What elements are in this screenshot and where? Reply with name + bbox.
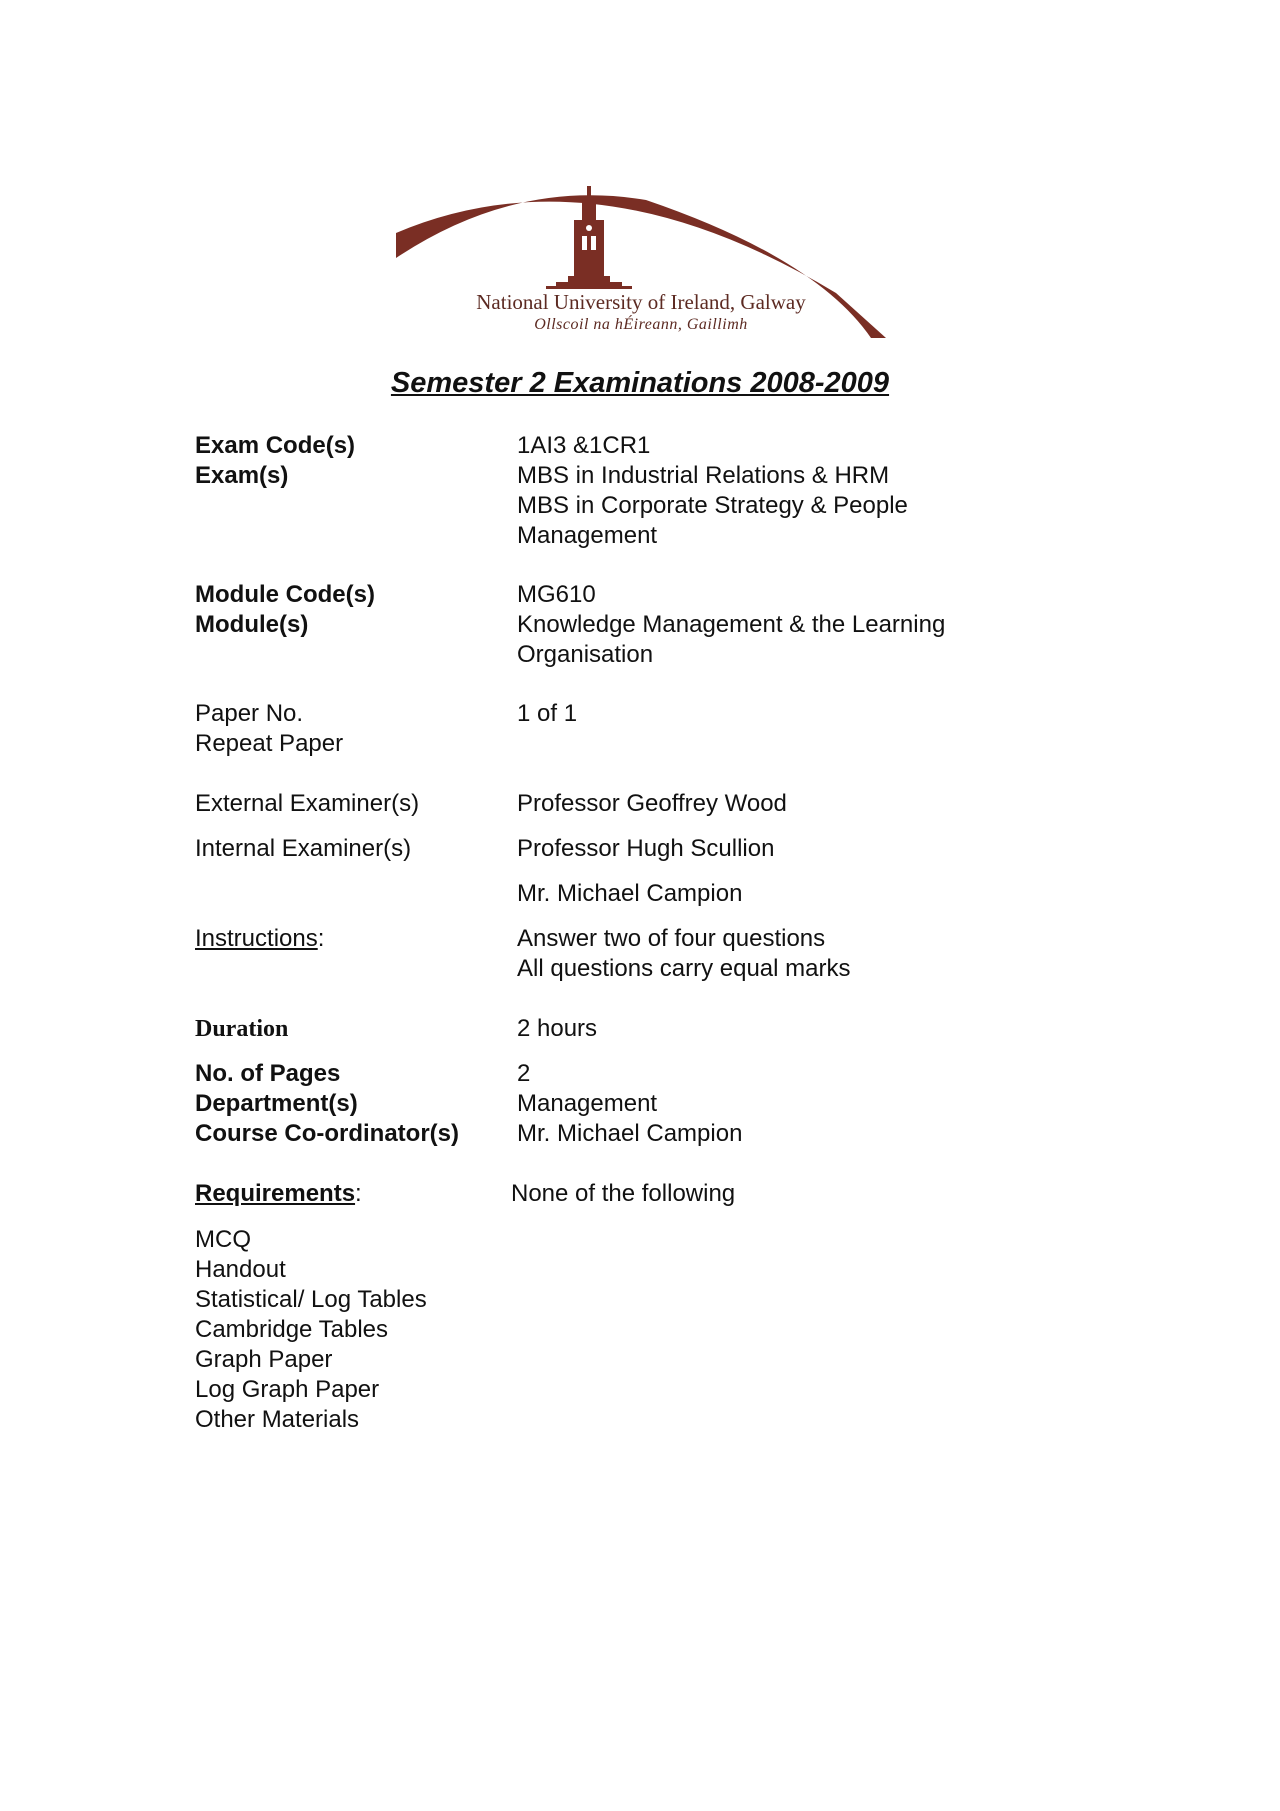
instructions-label-row: Instructions: — [195, 925, 325, 952]
requirements-item: Cambridge Tables — [195, 1316, 388, 1343]
requirements-item: Graph Paper — [195, 1346, 333, 1373]
external-examiners-value: Professor Geoffrey Wood — [517, 790, 787, 817]
modules-value-1: Knowledge Management & the Learning — [517, 611, 946, 638]
duration-label: Duration — [195, 1016, 289, 1042]
requirements-item: Handout — [195, 1256, 286, 1283]
exams-label: Exam(s) — [195, 462, 289, 489]
exams-value-2: MBS in Corporate Strategy & People — [517, 492, 908, 519]
instructions-value-2: All questions carry equal marks — [517, 955, 851, 982]
page-title: Semester 2 Examinations 2008-2009 — [390, 367, 890, 399]
requirements-item: MCQ — [195, 1226, 251, 1253]
internal-examiners-value-2: Mr. Michael Campion — [517, 880, 743, 907]
repeat-paper-label: Repeat Paper — [195, 730, 344, 757]
exam-codes-value: 1AI3 &1CR1 — [517, 432, 651, 459]
exam-codes-label: Exam Code(s) — [195, 432, 356, 459]
modules-label: Module(s) — [195, 611, 309, 638]
requirements-label: Requirements — [195, 1180, 356, 1207]
exams-value-1: MBS in Industrial Relations & HRM — [517, 462, 890, 489]
duration-value: 2 hours — [517, 1015, 598, 1042]
requirements-value: None of the following — [511, 1180, 736, 1207]
requirements-item: Other Materials — [195, 1406, 360, 1433]
instructions-value-1: Answer two of four questions — [517, 925, 826, 952]
pages-label: No. of Pages — [195, 1060, 341, 1087]
exams-value-3: Management — [517, 522, 658, 549]
departments-value: Management — [517, 1090, 658, 1117]
modules-value-2: Organisation — [517, 641, 654, 668]
requirements-label-row: Requirements: — [195, 1180, 362, 1207]
internal-examiners-label: Internal Examiner(s) — [195, 835, 412, 862]
module-codes-label: Module Code(s) — [195, 581, 375, 608]
external-examiners-label: External Examiner(s) — [195, 790, 420, 817]
paper-no-label: Paper No. — [195, 700, 304, 727]
coordinators-label: Course Co-ordinator(s) — [195, 1120, 459, 1147]
departments-label: Department(s) — [195, 1090, 358, 1117]
pages-value: 2 — [517, 1060, 531, 1087]
module-codes-value: MG610 — [517, 581, 596, 608]
paper-no-value: 1 of 1 — [517, 700, 578, 727]
instructions-label: Instructions — [195, 925, 318, 952]
requirements-item: Log Graph Paper — [195, 1376, 380, 1403]
coordinators-value: Mr. Michael Campion — [517, 1120, 743, 1147]
logo-text-english: National University of Ireland, Galway — [476, 290, 806, 314]
requirements-item: Statistical/ Log Tables — [195, 1286, 427, 1313]
university-logo — [396, 178, 886, 338]
internal-examiners-value-1: Professor Hugh Scullion — [517, 835, 775, 862]
logo-text-irish: Ollscoil na hÉireann, Gaillimh — [534, 316, 748, 333]
requirements-list — [195, 1225, 427, 1435]
